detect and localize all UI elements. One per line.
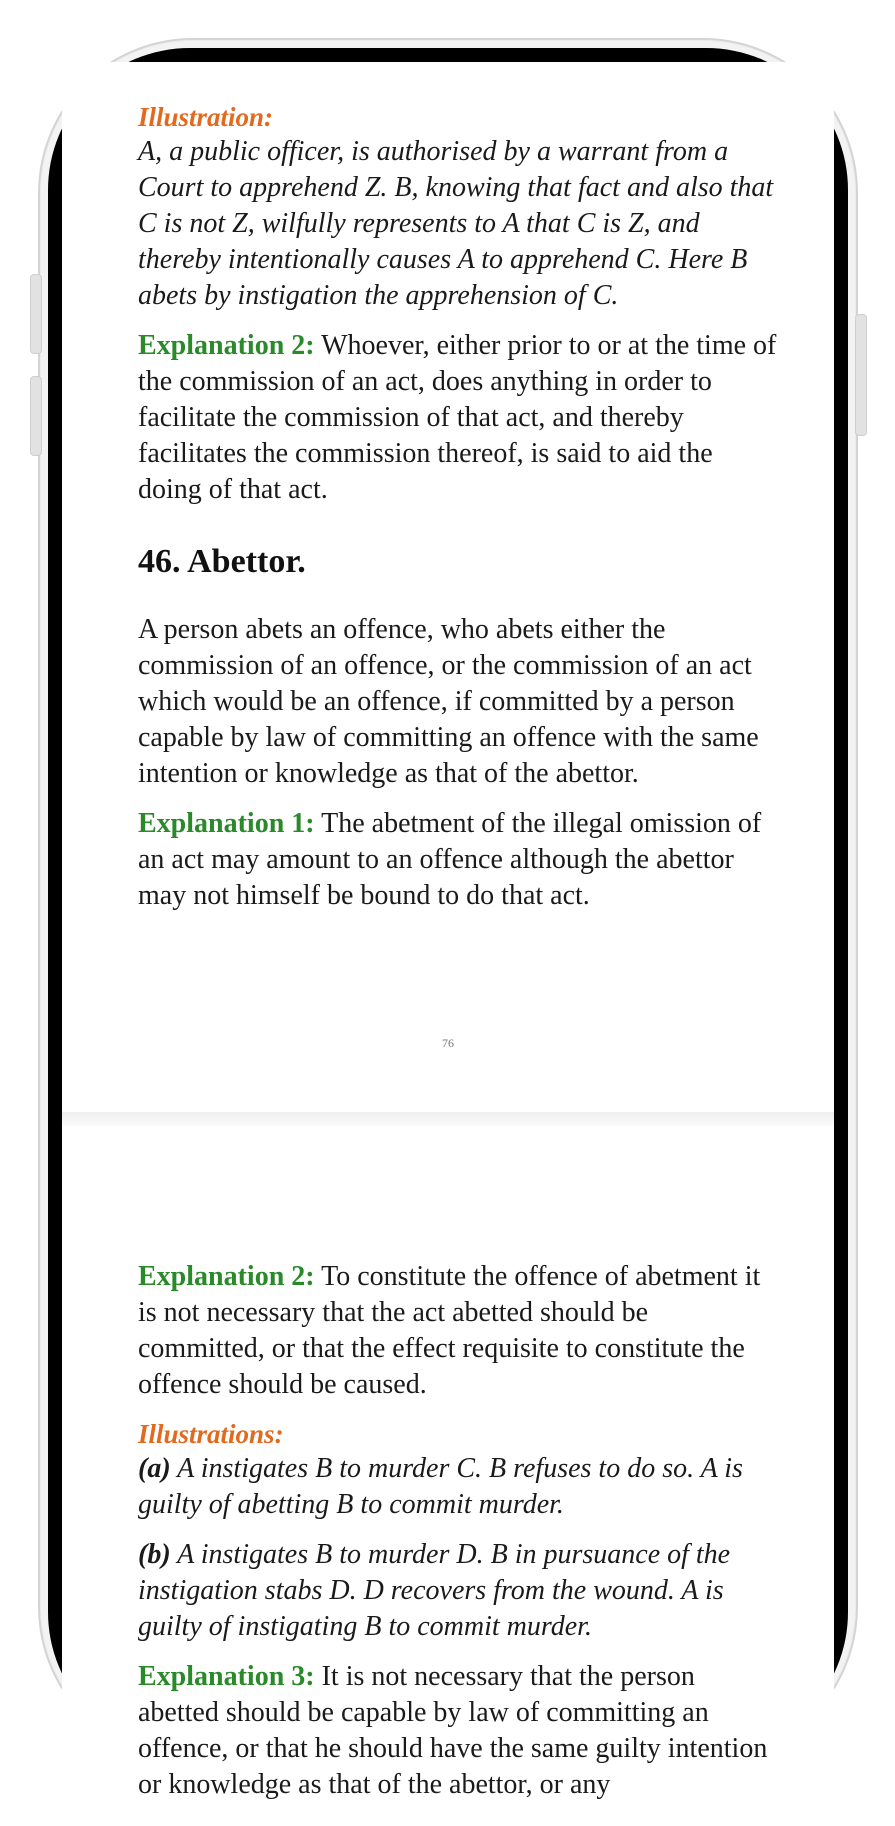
explanation-2-label: Explanation 2: [138, 330, 315, 361]
explanation-1-label: Explanation 1: [138, 808, 315, 839]
explanation-3-text: It is not necessary that the person abetted should be capable by law of committing an offence, or that he should have the same guilty intention or knowledge as that of the abettor, or any [138, 1661, 768, 1800]
illustration-item [138, 1451, 778, 1523]
illustration-item-text: A instigates B to murder D. B in pursuance of the instigation stabs D. D recovers from the wound. A is guilty of instigating B to commit murder. [138, 1539, 731, 1642]
illustration-item [138, 1537, 778, 1645]
page-content [138, 100, 778, 914]
illustration-tag: (b) [138, 1539, 171, 1570]
explanation-1-paragraph [138, 806, 778, 914]
reader-screen[interactable] [62, 62, 834, 1800]
document-page-76 [62, 62, 834, 1112]
explanation-1-text: The abetment of the illegal omission of an act may amount to an offence although the abettor may not himself be bound to do that act. [138, 808, 762, 911]
illustration-text: A, a public officer, is authorised by a warrant from a Court to apprehend Z. B, knowing that fact and also that C is not Z, wilfully represents to A that C is Z, and thereby intentionally causes A to apprehend C. Here B abets by instigation the apprehension of C. [138, 136, 774, 311]
explanation-2-paragraph [138, 328, 778, 508]
illustration-item-text: A instigates B to murder C. B refuses to do so. A is guilty of abetting B to commit murder. [138, 1453, 743, 1520]
section-46-text: A person abets an offence, who abets either the commission of an offence, or the commission of an act which would be an offence, if committed by a person capable by law of committing an offence with the same intention or knowledge as that of the abettor. [138, 614, 759, 789]
explanation-2-text: Whoever, either prior to or at the time of the commission of an act, does anything in order to facilitate the commission of that act, and thereby facilitates the commission thereof, is said to aid the doing of that act. [138, 330, 777, 505]
illustration-label: Illustration: [138, 102, 274, 132]
volume-up-button [30, 274, 42, 354]
explanation-2-paragraph [138, 1259, 778, 1403]
explanation-3-label: Explanation 3: [138, 1661, 315, 1692]
volume-down-button [30, 376, 42, 456]
illustrations-label: Illustrations: [138, 1419, 284, 1449]
explanation-3-paragraph [138, 1659, 778, 1803]
explanation-2-text: To constitute the offence of abetment it is not necessary that the act abetted should be committed, or that the effect requisite to constitute the offence should be caused. [138, 1261, 761, 1400]
illustration-tag: (a) [138, 1453, 171, 1484]
explanation-2-label: Explanation 2: [138, 1261, 315, 1292]
section-title: 46. Abettor. [138, 543, 306, 580]
power-button [855, 314, 867, 436]
page-number: 76 [442, 1036, 454, 1050]
document-page-77 [62, 1126, 834, 1826]
page-content [138, 1259, 778, 1803]
